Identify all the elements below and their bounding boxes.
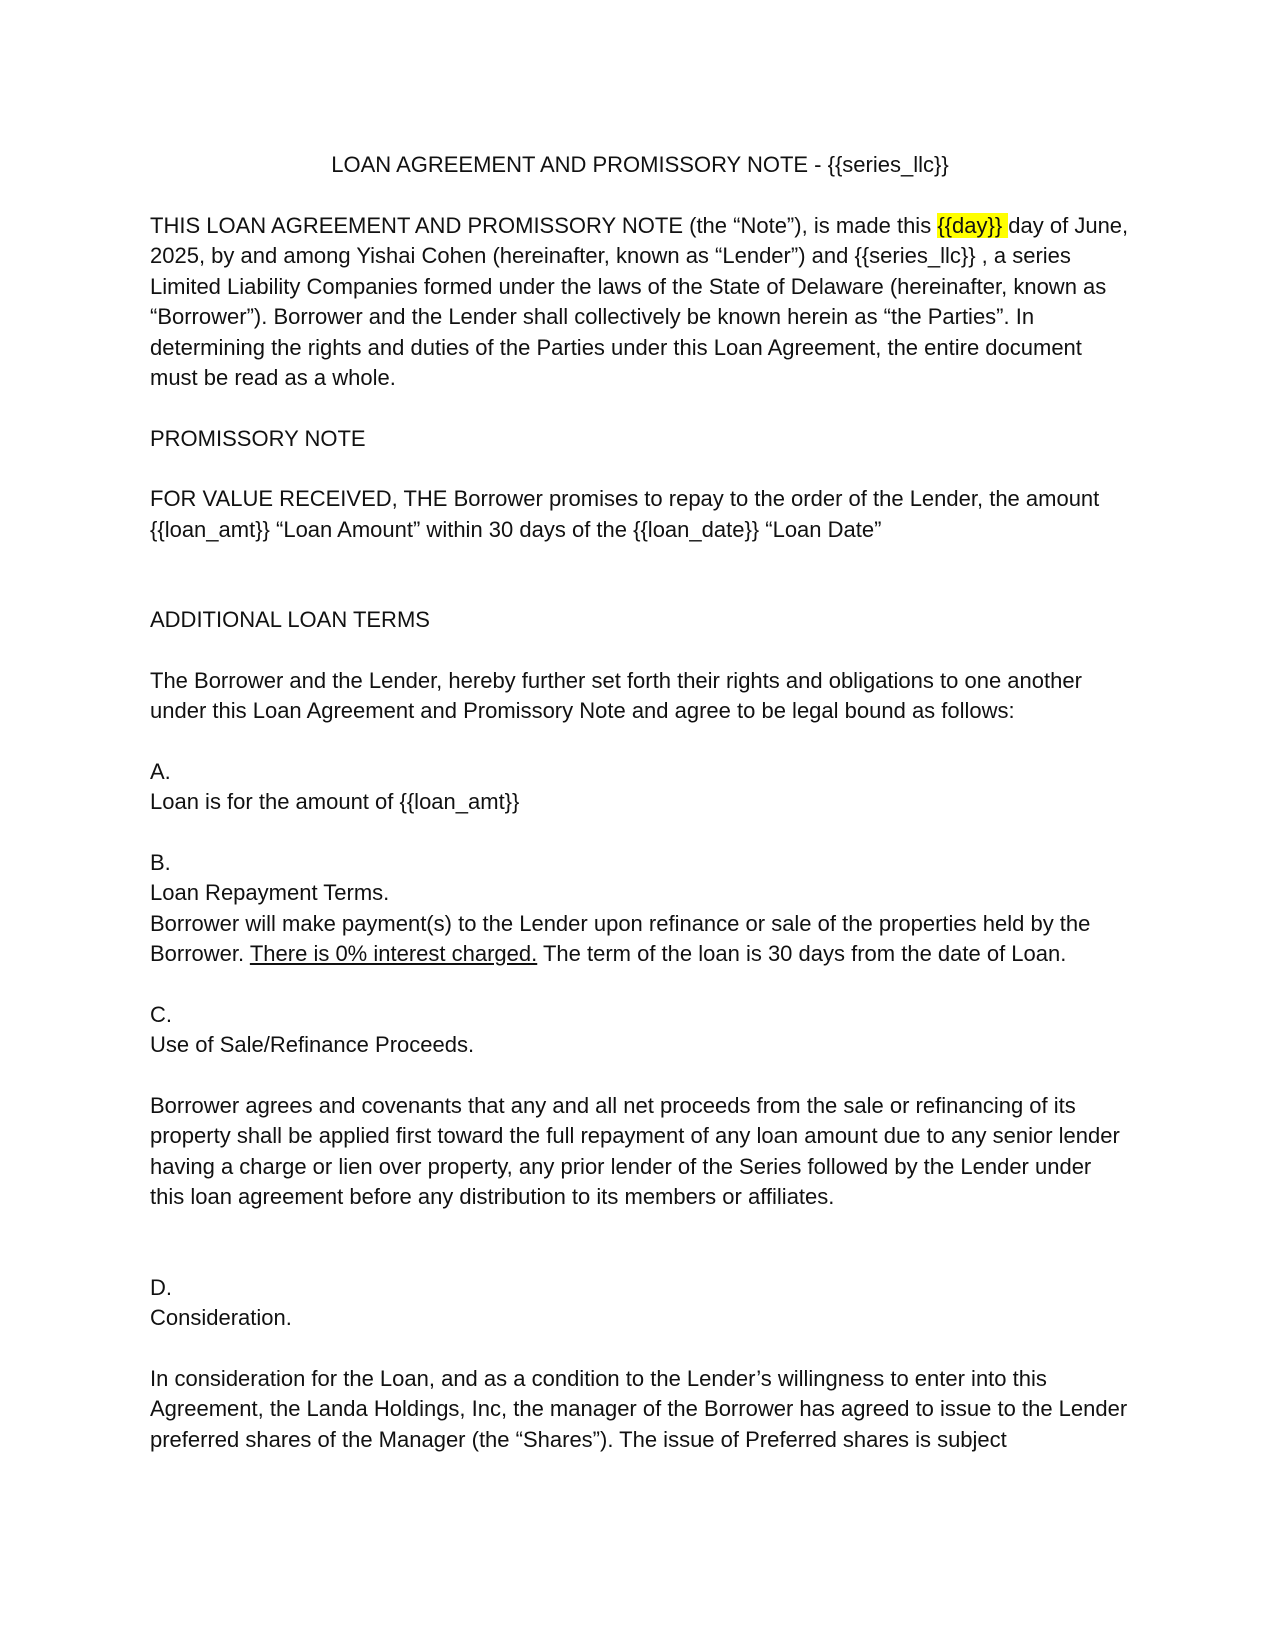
- section-c-paragraph: Borrower agrees and covenants that any and all net proceeds from the sale or refinancing of its property shall be applied first toward the full repayment of any loan amount due to any senior lender having a charge or lien over property, any prior lender of the Series followed by the Lender under this loan agreement before any distribution to its members or affiliates.: [150, 1092, 1120, 1209]
- section-b-paragraph: [150, 909, 1130, 970]
- section-a-text: Loan is for the amount of {{loan_amt}}: [150, 789, 520, 814]
- intro-paragraph: [150, 211, 1130, 394]
- document-body: [150, 150, 1130, 1485]
- intro-text-start: THIS LOAN AGREEMENT AND PROMISSORY NOTE (the “Note”), is made this: [150, 212, 938, 238]
- promissory-heading: PROMISSORY NOTE: [150, 425, 366, 451]
- spacer: [150, 575, 1130, 605]
- document-title: LOAN AGREEMENT AND PROMISSORY NOTE - {{series_llc}}: [331, 152, 949, 177]
- spacer: [150, 1243, 1130, 1273]
- section-c-letter: C.: [150, 1001, 172, 1027]
- section-b-letter: B.: [150, 849, 171, 875]
- promissory-paragraph: FOR VALUE RECEIVED, THE Borrower promises to repay to the order of the Lender, the amount {{loan_amt}} “Loan Amount” within 30 days of the {{loan_date}} “Loan Date”: [150, 486, 1100, 542]
- section-b-heading: Loan Repayment Terms.: [150, 880, 390, 905]
- additional-terms-paragraph: The Borrower and the Lender, hereby further set forth their rights and obligations to one another under this Loan Agreement and Promissory Note and agree to be legal bound as follows:: [150, 667, 1082, 723]
- section-d-letter: D.: [150, 1274, 172, 1300]
- section-a-letter: A.: [150, 758, 171, 784]
- additional-terms-heading: ADDITIONAL LOAN TERMS: [150, 607, 430, 632]
- section-b-text-start: Borrower will make payment(s) to the Lender upon refinance or sale of the properties held by the Borrower.: [150, 910, 1091, 966]
- section-d-heading: Consideration.: [150, 1305, 292, 1330]
- section-b-text-end: The term of the loan is 30 days from the date of Loan.: [537, 941, 1067, 966]
- section-d-paragraph: In consideration for the Loan, and as a condition to the Lender’s willingness to enter into this Agreement, the Landa Holdings, Inc, the manager of the Borrower has agreed to issue to the Lender preferred shares of the Manager (the “Shares”). The issue of Preferred shares is subject: [150, 1365, 1128, 1452]
- zero-interest-underlined: There is 0% interest charged.: [249, 941, 538, 966]
- day-placeholder-highlight: {{day}}: [937, 212, 1009, 238]
- intro-text-rest: day of June, 2025, by and among Yishai Cohen (hereinafter, known as “Lender”) and {{series_llc}} , a series Limited Liability Companies formed under the laws of the State of Delaware (hereinafter, known as “Borrower”). Borrower and the Lender shall collectively be known herein as “the Parties”. In determining the rights and duties of the Parties under this Loan Agreement, the entire document must be read as a whole.: [150, 212, 1129, 390]
- section-c-heading: Use of Sale/Refinance Proceeds.: [150, 1032, 475, 1057]
